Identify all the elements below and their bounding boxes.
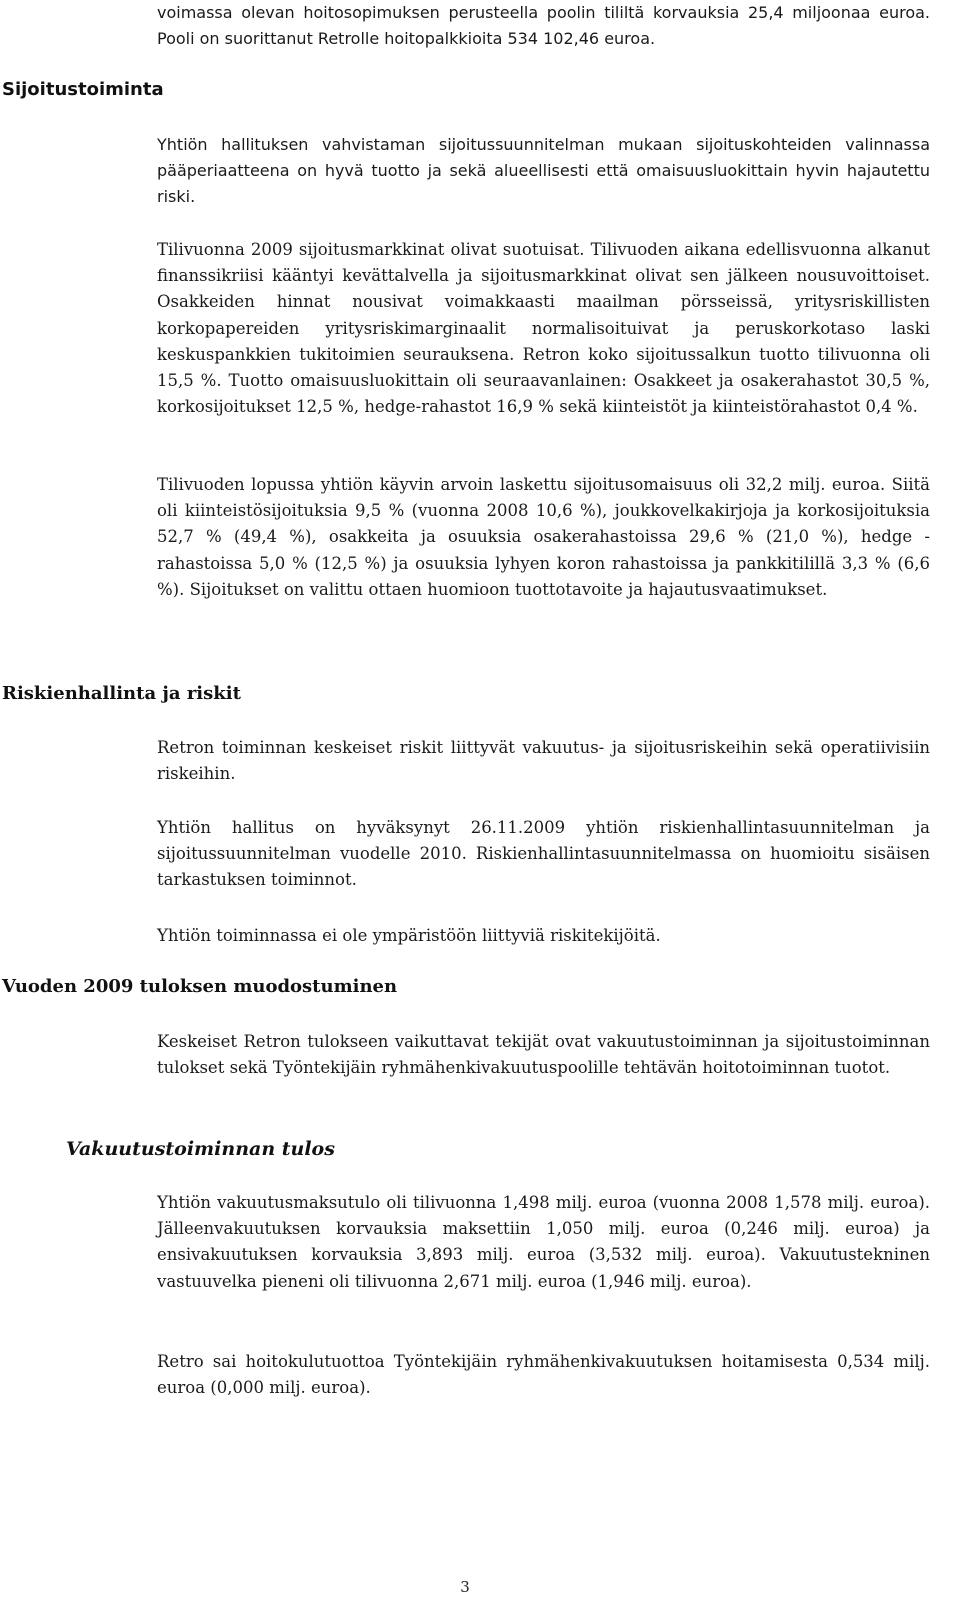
section-heading-sijoitustoiminta: Sijoitustoiminta	[2, 79, 164, 100]
page-number: 3	[460, 1578, 470, 1596]
riskienhallinta-paragraph-2: Yhtiön hallitus on hyväksynyt 26.11.2009 yhtiön riskienhallintasuunnitelman ja sijoitussuunnitelman vuodelle 2010. Riskienhallintasuunnitelmassa on huomioitu sisäisen tarkastuksen toiminnot.	[157, 818, 930, 890]
section-heading-tulos: Vuoden 2009 tuloksen muodostuminen	[2, 976, 398, 997]
vakuutustoiminta-paragraph-1: Yhtiön vakuutusmaksutulo oli tilivuonna 1,498 milj. euroa (vuonna 2008 1,578 milj. euroa). Jälleenvakuutuksen korvauksia maksettiin 1,050 milj. euroa (0,246 milj. euroa) ja ensivakuutuksen korvauksia 3,893 milj. euroa (3,532 milj. euroa). Vakuutustekninen vastuuvelka pieneni oli tilivuonna 2,671 milj. euroa (1,946 milj. euroa).	[157, 1193, 930, 1291]
intro-paragraph: voimassa olevan hoitosopimuksen perusteella poolin tililtä korvauksia 25,4 miljoonaa euroa. Pooli on suorittanut Retrolle hoitopalkkioita 534 102,46 euroa.	[157, 3, 930, 49]
sijoitustoiminta-paragraph-1: Yhtiön hallituksen vahvistaman sijoitussuunnitelman mukaan sijoituskohteiden valinnassa pääperiaatteena on hyvä tuotto ja sekä alueellisesti että omaisuusluokittain hyvin hajautettu riski.	[157, 135, 930, 207]
riskienhallinta-paragraph-1: Retron toiminnan keskeiset riskit liittyvät vakuutus- ja sijoitusriskeihin sekä operatiivisiin riskeihin.	[157, 738, 930, 784]
subsection-heading-vakuutustoiminta: Vakuutustoiminnan tulos	[66, 1138, 335, 1160]
sijoitustoiminta-paragraph-3: Tilivuoden lopussa yhtiön käyvin arvoin laskettu sijoitusomaisuus oli 32,2 milj. euroa. Siitä oli kiinteistösijoituksia 9,5 % (vuonna 2008 10,6 %), joukkovelkakirjoja ja korkosijoituksia 52,7 % (49,4 %), osakkeita ja osuuksia osakerahastoissa 29,6 % (21,0 %), hedge -rahastoissa 5,0 % (12,5 %) ja osuuksia lyhyen koron rahastoissa ja pankkitilillä 3,3 % (6,6 %). Sijoitukset on valittu ottaen huomioon tuottotavoite ja hajautusvaatimukset.	[157, 475, 930, 599]
sijoitustoiminta-paragraph-2: Tilivuonna 2009 sijoitusmarkkinat olivat suotuisat. Tilivuoden aikana edellisvuonna alkanut finanssikriisi kääntyi kevättalvella ja sijoitusmarkkinat olivat sen jälkeen nousuvoittoiset. Osakkeiden hinnat nousivat voimakkaasti maailman pörsseissä, yritysriskillisten korkopapereiden yritysriskimarginaalit normalisoituivat ja peruskorkotaso laski keskuspankkien tukitoimien seurauksena. Retron koko sijoitussalkun tuotto tilivuonna oli 15,5 %. Tuotto omaisuusluokittain oli seuraavanlainen: Osakkeet ja osakerahastot 30,5 %, korkosijoitukset 12,5 %, hedge-rahastot 16,9 % sekä kiinteistöt ja kiinteistörahastot 0,4 %.	[157, 240, 930, 417]
tulos-paragraph-1: Keskeiset Retron tulokseen vaikuttavat tekijät ovat vakuutustoiminnan ja sijoitustoiminnan tulokset sekä Työntekijäin ryhmähenkivakuutuspoolille tehtävän hoitotoiminnan tuotot.	[157, 1032, 930, 1078]
section-heading-riskienhallinta: Riskienhallinta ja riskit	[2, 683, 241, 704]
riskienhallinta-paragraph-3: Yhtiön toiminnassa ei ole ympäristöön liittyviä riskitekijöitä.	[157, 926, 661, 945]
vakuutustoiminta-paragraph-2: Retro sai hoitokulutuottoa Työntekijäin ryhmähenkivakuutuksen hoitamisesta 0,534 milj. euroa (0,000 milj. euroa).	[157, 1352, 930, 1398]
